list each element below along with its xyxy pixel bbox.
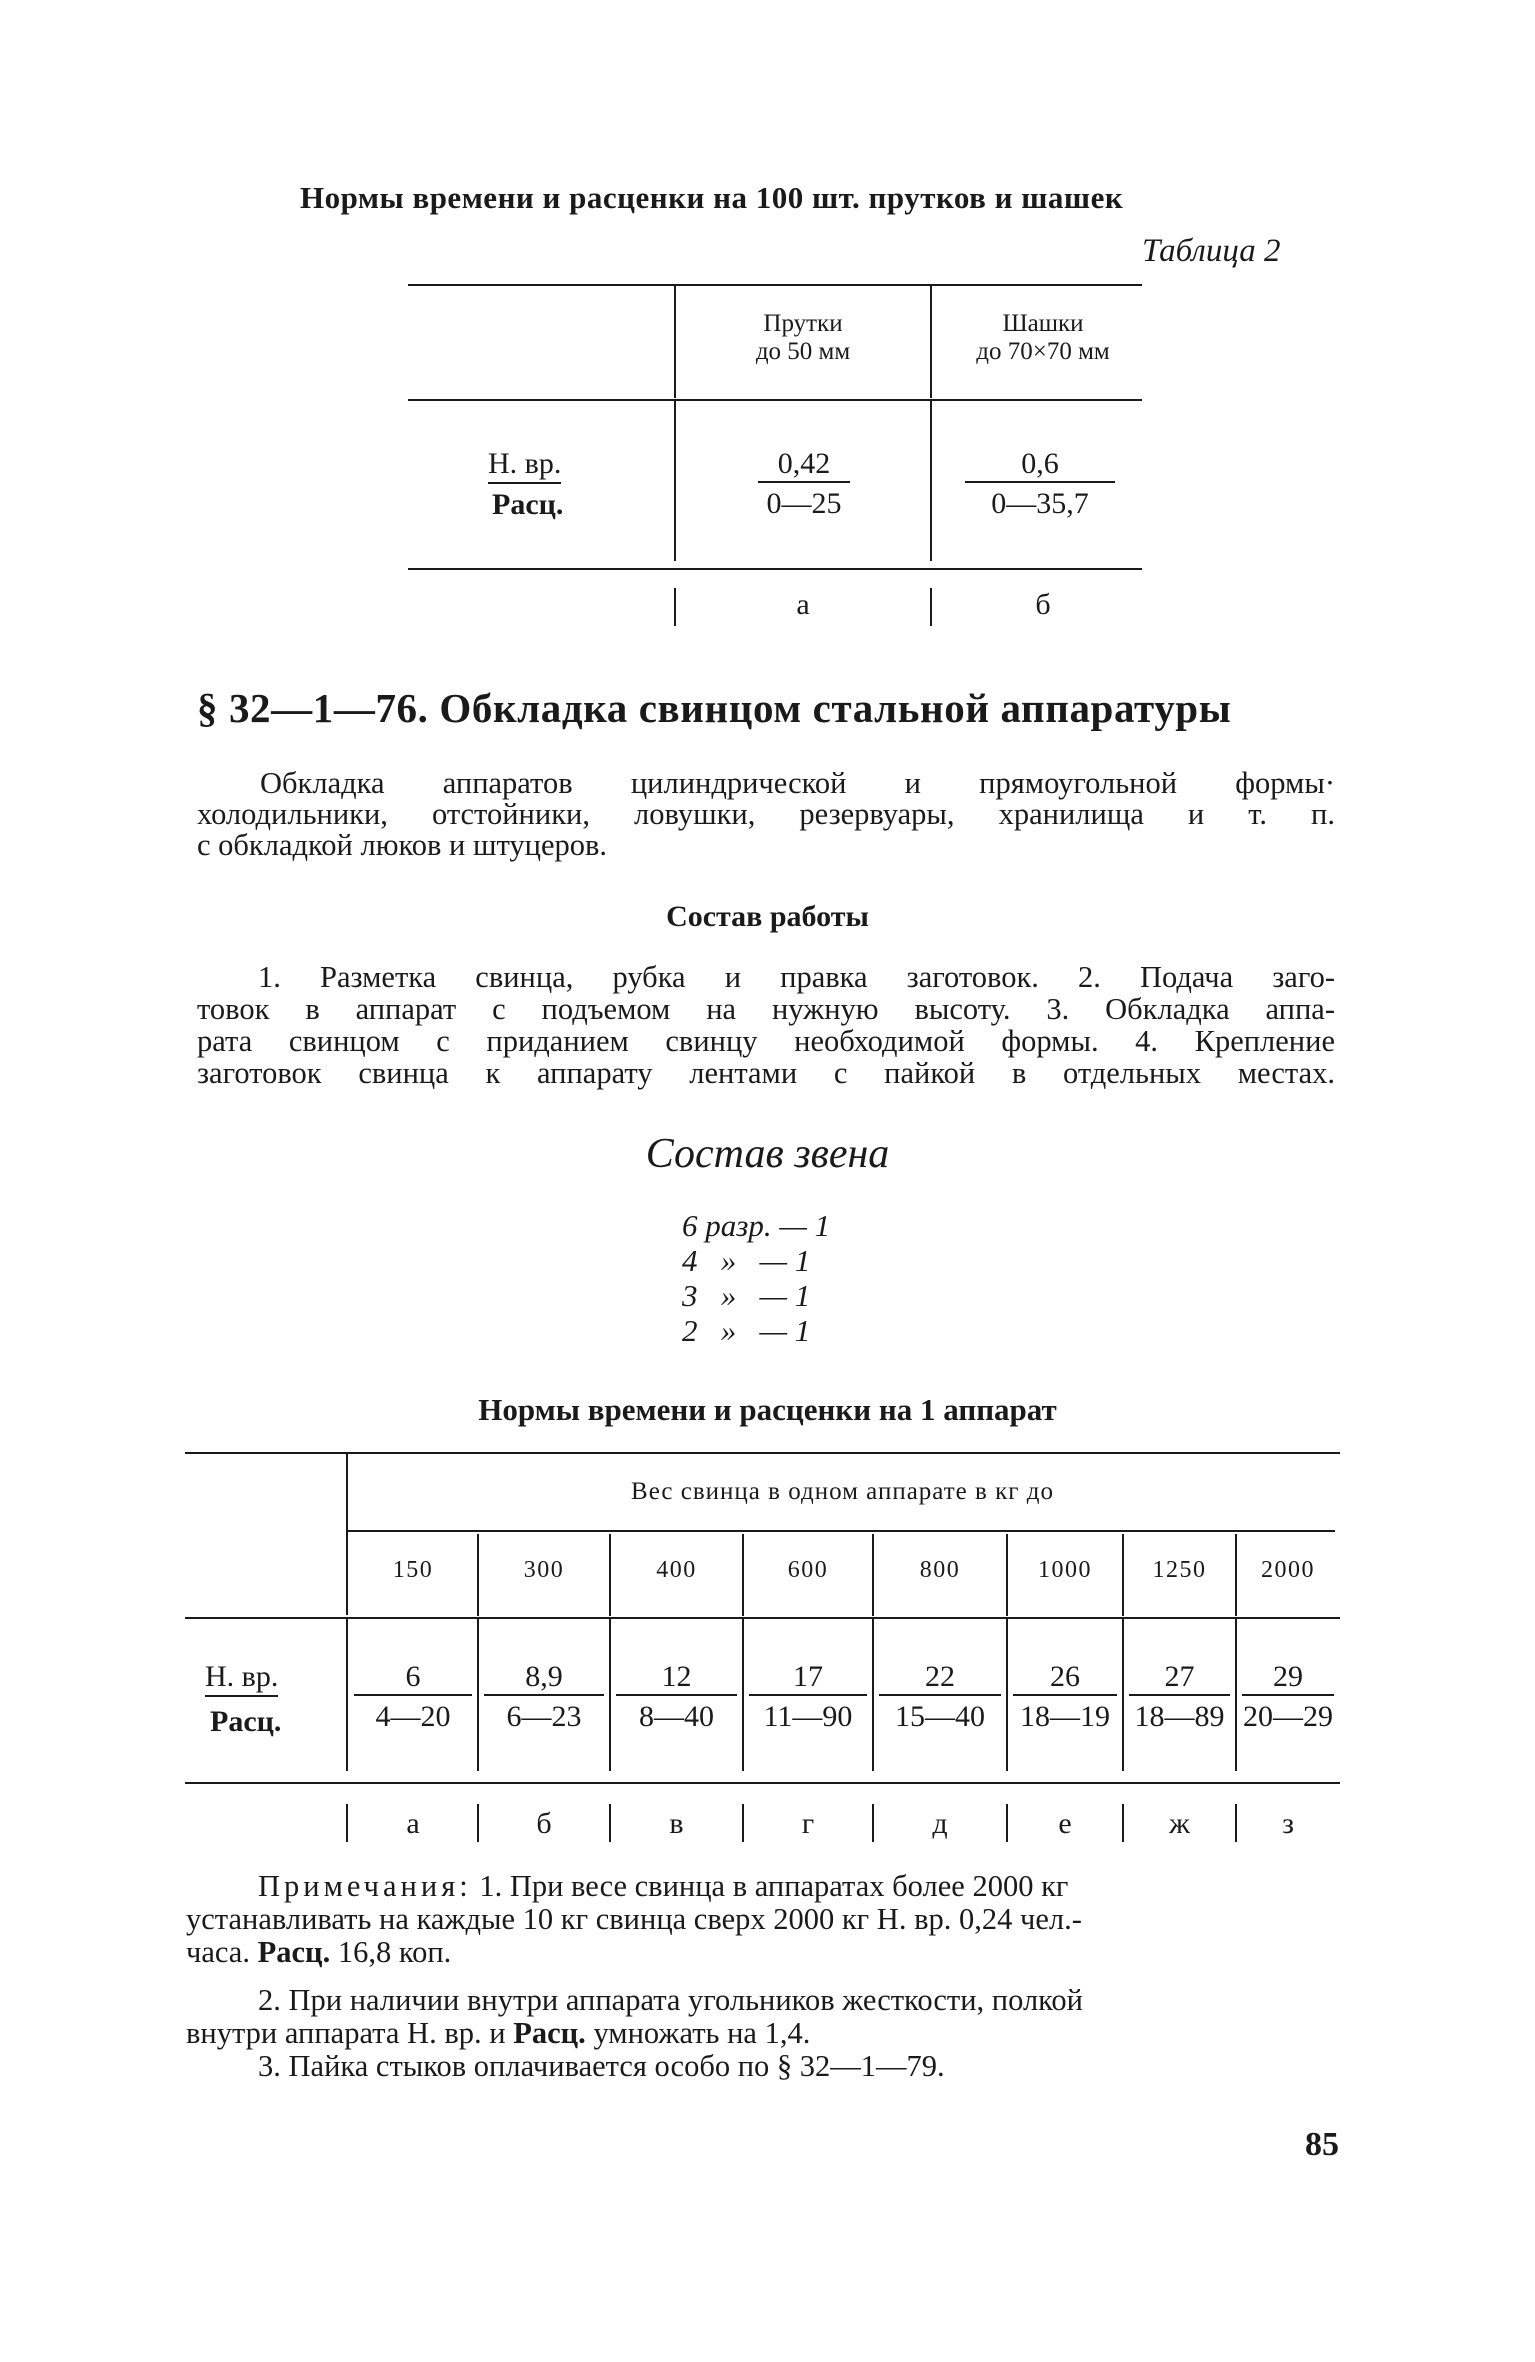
norm-rate-cell xyxy=(749,1660,867,1734)
main-table-divider xyxy=(1006,1534,1008,1616)
main-table-divider xyxy=(477,1534,479,1616)
main-table-divider xyxy=(477,1619,479,1771)
section-intro-line: холодильники, отстойники, ловушки, резервуары, хранилища и т. п. xyxy=(197,797,1335,831)
norm-value: 17 xyxy=(749,1660,867,1696)
main-table-divider xyxy=(346,1619,348,1771)
weight-header: Вес свинца в одном аппарате в кг до xyxy=(631,1478,1054,1505)
rate-value: 8—40 xyxy=(639,1700,714,1733)
main-table-divider xyxy=(1235,1619,1237,1771)
rate-value: 4—20 xyxy=(375,1700,451,1733)
page-number: 85 xyxy=(1305,2126,1339,2163)
norm-value: 29 xyxy=(1242,1660,1334,1696)
main-table-divider xyxy=(609,1804,611,1842)
work-line: заготовок свинца к аппарату лентами с пайкой в отдельных местах. xyxy=(197,1056,1335,1090)
norm-rate-cell xyxy=(616,1660,737,1734)
rate-value: 18—19 xyxy=(1020,1700,1110,1733)
table2-label: Таблица 2 xyxy=(1142,233,1281,269)
norm-value: 8,9 xyxy=(484,1660,604,1696)
column-letter: з xyxy=(1282,1807,1294,1840)
table2-col-letter: а xyxy=(796,588,810,621)
note-3: 3. Пайка стыков оплачивается особо по § 32—1—79. xyxy=(258,2049,945,2083)
weight-cell: 400 xyxy=(656,1557,697,1583)
note-1-line-a: Примечания: 1. При весе свинца в аппаратах более 2000 кг xyxy=(258,1869,1069,1903)
crew-line: 6 разр. — 1 xyxy=(682,1208,831,1243)
main-table-divider xyxy=(1235,1804,1237,1842)
table2-norm-value: 0,6 0—35,7 xyxy=(965,447,1115,521)
crew-line: 3 » — 1 xyxy=(682,1278,811,1313)
notes-label: Примечания: xyxy=(258,1869,472,1903)
table2-top-rule xyxy=(408,284,1142,286)
weight-cell: 600 xyxy=(787,1557,829,1583)
section-intro-line: с обкладкой люков и штуцеров. xyxy=(197,828,608,862)
rate-value: 11—90 xyxy=(763,1700,853,1733)
main-table-weight-rule xyxy=(348,1530,1335,1532)
column-letter: е xyxy=(1058,1807,1072,1840)
table2-col-letter: б xyxy=(1035,588,1051,621)
main-table-top-rule xyxy=(185,1452,1340,1454)
column-letter: д xyxy=(932,1807,948,1840)
norm-rate-cell xyxy=(879,1660,1001,1734)
work-line: 1. Разметка свинца, рубка и правка заготовок. 2. Подача заго- xyxy=(258,960,1335,994)
norm-rate-cell xyxy=(484,1660,604,1734)
weight-cell: 1000 xyxy=(1038,1557,1092,1583)
rate-value: 20—29 xyxy=(1243,1700,1333,1733)
work-line: товок в аппарат с подъемом на нужную высоту. 3. Обкладка аппа- xyxy=(197,992,1335,1026)
note-2-line-a: 2. При наличии внутри аппарата угольников жесткости, полкой xyxy=(258,1983,1084,2017)
section-intro-line: Обкладка аппаратов цилиндрической и прямоугольной формы· xyxy=(260,766,1335,800)
main-table-divider xyxy=(609,1534,611,1616)
main-table-title: Нормы времени и расценки на 1 аппарат xyxy=(478,1392,1057,1427)
main-table-bottom-rule xyxy=(185,1782,1340,1784)
main-table-divider xyxy=(1122,1534,1124,1616)
table2-title: Нормы времени и расценки на 100 шт. прутков и шашек xyxy=(300,180,1124,215)
crew-title: Состав звена xyxy=(645,1131,890,1177)
main-table-divider xyxy=(872,1619,874,1771)
weight-cell: 300 xyxy=(523,1557,565,1583)
table2-norm-value: 0,42 0—25 xyxy=(758,447,850,521)
norm-rate-cell xyxy=(1013,1660,1117,1734)
weight-cell: 2000 xyxy=(1261,1557,1315,1583)
main-table-divider xyxy=(1122,1619,1124,1771)
work-composition-title: Состав работы xyxy=(666,900,869,933)
table2-row-label-rate: Расц. xyxy=(492,488,564,521)
table2-header-rule xyxy=(408,399,1142,401)
note-2-line-b: внутри аппарата Н. вр. и Расц. умножать на 1,4. xyxy=(186,2016,811,2050)
main-table-divider xyxy=(872,1534,874,1616)
main-table-divider xyxy=(1006,1619,1008,1771)
column-letter: б xyxy=(536,1807,552,1840)
weight-cell: 1250 xyxy=(1152,1557,1207,1583)
main-table-divider xyxy=(609,1619,611,1771)
weight-cell: 800 xyxy=(919,1557,961,1583)
table2-bottom-rule xyxy=(408,568,1142,570)
norm-rate-cell xyxy=(1129,1660,1230,1734)
crew-line: 2 » — 1 xyxy=(682,1313,811,1348)
norm-rate-cell xyxy=(1242,1660,1334,1734)
main-table-divider xyxy=(742,1534,744,1616)
column-letter: а xyxy=(406,1807,420,1840)
norm-value: 6 xyxy=(354,1660,472,1696)
rate-value: 18—89 xyxy=(1134,1700,1225,1733)
table2-col-header-rods: Прутки до 50 мм xyxy=(755,310,851,365)
norm-value: 27 xyxy=(1129,1660,1230,1696)
norm-value: 22 xyxy=(879,1660,1001,1696)
norm-rate-cell xyxy=(354,1660,472,1734)
main-table-divider xyxy=(742,1804,744,1842)
column-letter: г xyxy=(801,1807,815,1840)
main-table-divider xyxy=(1122,1804,1124,1842)
rate-value: 6—23 xyxy=(506,1700,582,1733)
main-table-divider xyxy=(1235,1534,1237,1616)
main-table-header-rule xyxy=(185,1617,1340,1619)
section-heading: § 32—1—76. Обкладка свинцом стальной аппаратуры xyxy=(197,685,1232,731)
rate-value: 15—40 xyxy=(895,1700,985,1733)
main-table-divider xyxy=(1006,1804,1008,1842)
table2-divider xyxy=(930,401,932,561)
table2-divider xyxy=(674,401,676,561)
main-table-row-label-norm: Н. вр. xyxy=(205,1660,278,1697)
note-1-line-c: часа. Расц. 16,8 коп. xyxy=(186,1935,452,1969)
main-table-divider xyxy=(872,1804,874,1842)
main-table-divider xyxy=(477,1804,479,1842)
work-line: рата свинцом с приданием свинцу необходимой формы. 4. Крепление xyxy=(197,1024,1335,1058)
main-table-divider xyxy=(346,1454,348,1615)
weight-cell: 150 xyxy=(392,1557,434,1583)
column-letter: в xyxy=(669,1807,684,1840)
note-1-line-b: устанавливать на каждые 10 кг свинца сверх 2000 кг Н. вр. 0,24 чел.- xyxy=(186,1902,1082,1936)
table2-row-label-norm: Н. вр. xyxy=(488,447,561,484)
table2-col-header-blocks: Шашки до 70×70 мм xyxy=(976,310,1110,365)
norm-value: 26 xyxy=(1013,1660,1117,1696)
norm-value: 12 xyxy=(616,1660,737,1696)
main-table-row-label-rate: Расц. xyxy=(210,1705,282,1738)
column-letter: ж xyxy=(1169,1807,1190,1840)
main-table-divider xyxy=(742,1619,744,1771)
crew-line: 4 » — 1 xyxy=(682,1243,811,1278)
